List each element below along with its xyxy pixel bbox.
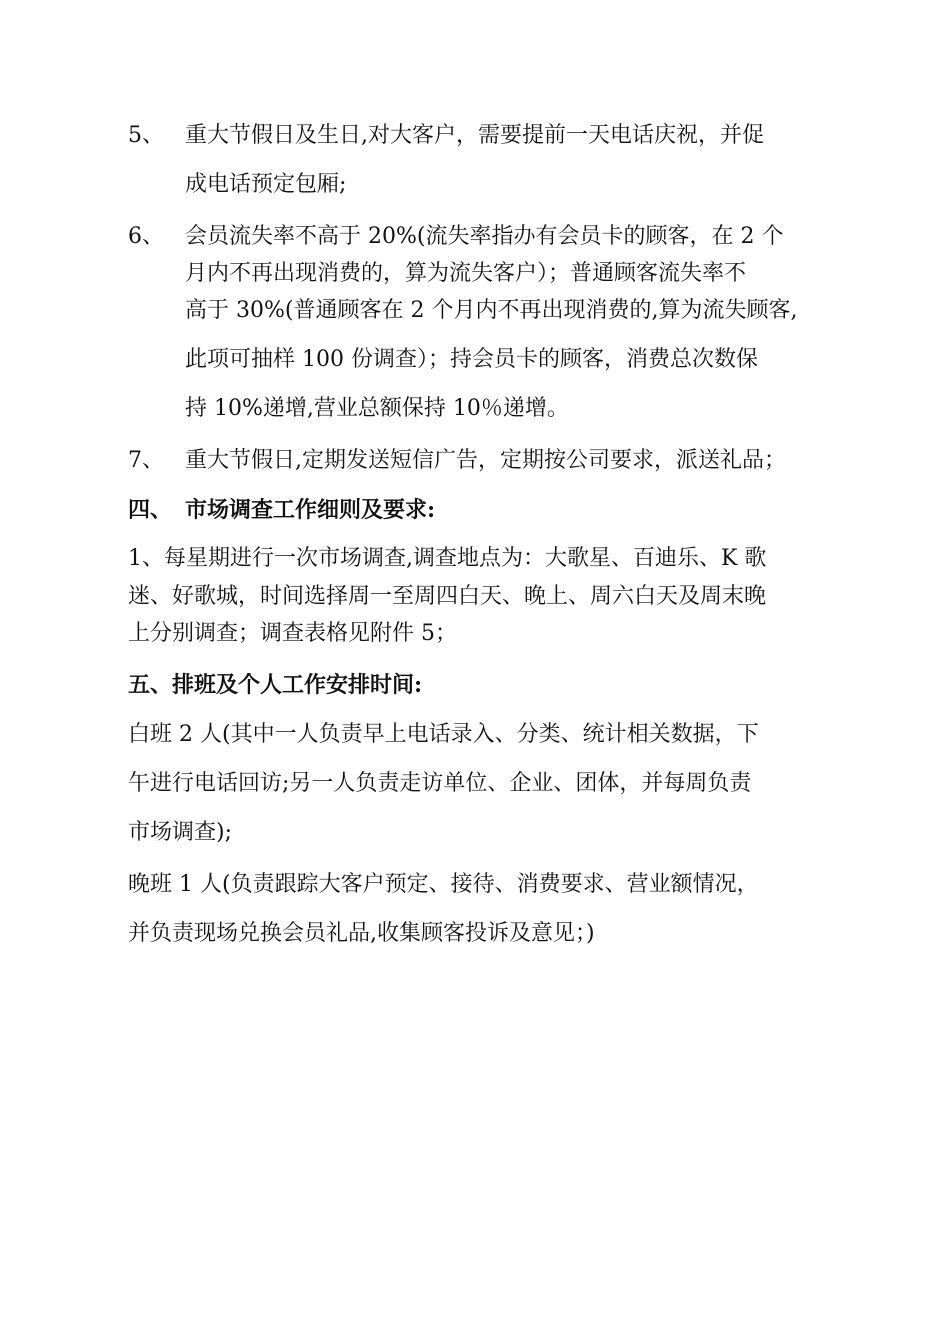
nightshift-line-2: 并负责现场兑换会员礼品,收集顾客投诉及意见；) (128, 921, 595, 946)
item-6-line-3: 高于 30%(普通顾客在 2 个月内不再出现消费的,算为流失顾客, (185, 298, 798, 323)
item-5-line-2: 成电话预定包厢; (185, 172, 347, 197)
dayshift-line-3: 市场调查); (128, 820, 232, 845)
para-1-line-3: 上分别调查；调查表格见附件 5； (128, 621, 457, 646)
section-5-title: 五、排班及个人工作安排时间: (128, 672, 423, 698)
item-5-number: 5、 (128, 123, 164, 148)
item-6-line-1: 会员流失率不高于 20%(流失率指办有会员卡的顾客，在 2 个 (185, 224, 784, 249)
section-4-title: 市场调查工作细则及要求: (185, 497, 436, 523)
item-7-line-1: 重大节假日,定期发送短信广告，定期按公司要求，派送礼品； (185, 448, 786, 473)
item-5-line-1: 重大节假日及生日,对大客户，需要提前一天电话庆祝，并促 (185, 123, 764, 148)
item-6-line-2: 月内不再出现消费的，算为流失客户）；普通顾客流失率不 (185, 261, 747, 286)
item-7-number: 7、 (128, 448, 164, 473)
item-6-line-5: 持 10%递增,营业总额保持 10％递增。 (185, 396, 569, 421)
dayshift-line-1: 白班 2 人(其中一人负责早上电话录入、分类、统计相关数据，下 (128, 722, 759, 747)
para-1-line-2: 迷、好歌城，时间选择周一至周四白天、晚上、周六白天及周末晚 (128, 584, 767, 609)
para-1-line-1: 1、每星期进行一次市场调查,调查地点为：大歌星、百迪乐、K 歌 (128, 546, 767, 571)
nightshift-line-1: 晚班 1 人(负责跟踪大客户预定、接待、消费要求、营业额情况， (128, 872, 759, 897)
item-6-number: 6、 (128, 224, 164, 249)
dayshift-line-2: 午进行电话回访;另一人负责走访单位、企业、团体，并每周负责 (128, 771, 752, 796)
item-6-line-4: 此项可抽样 100 份调查）；持会员卡的顾客，消费总次数保 (185, 347, 758, 372)
section-4-number: 四、 (128, 497, 173, 523)
